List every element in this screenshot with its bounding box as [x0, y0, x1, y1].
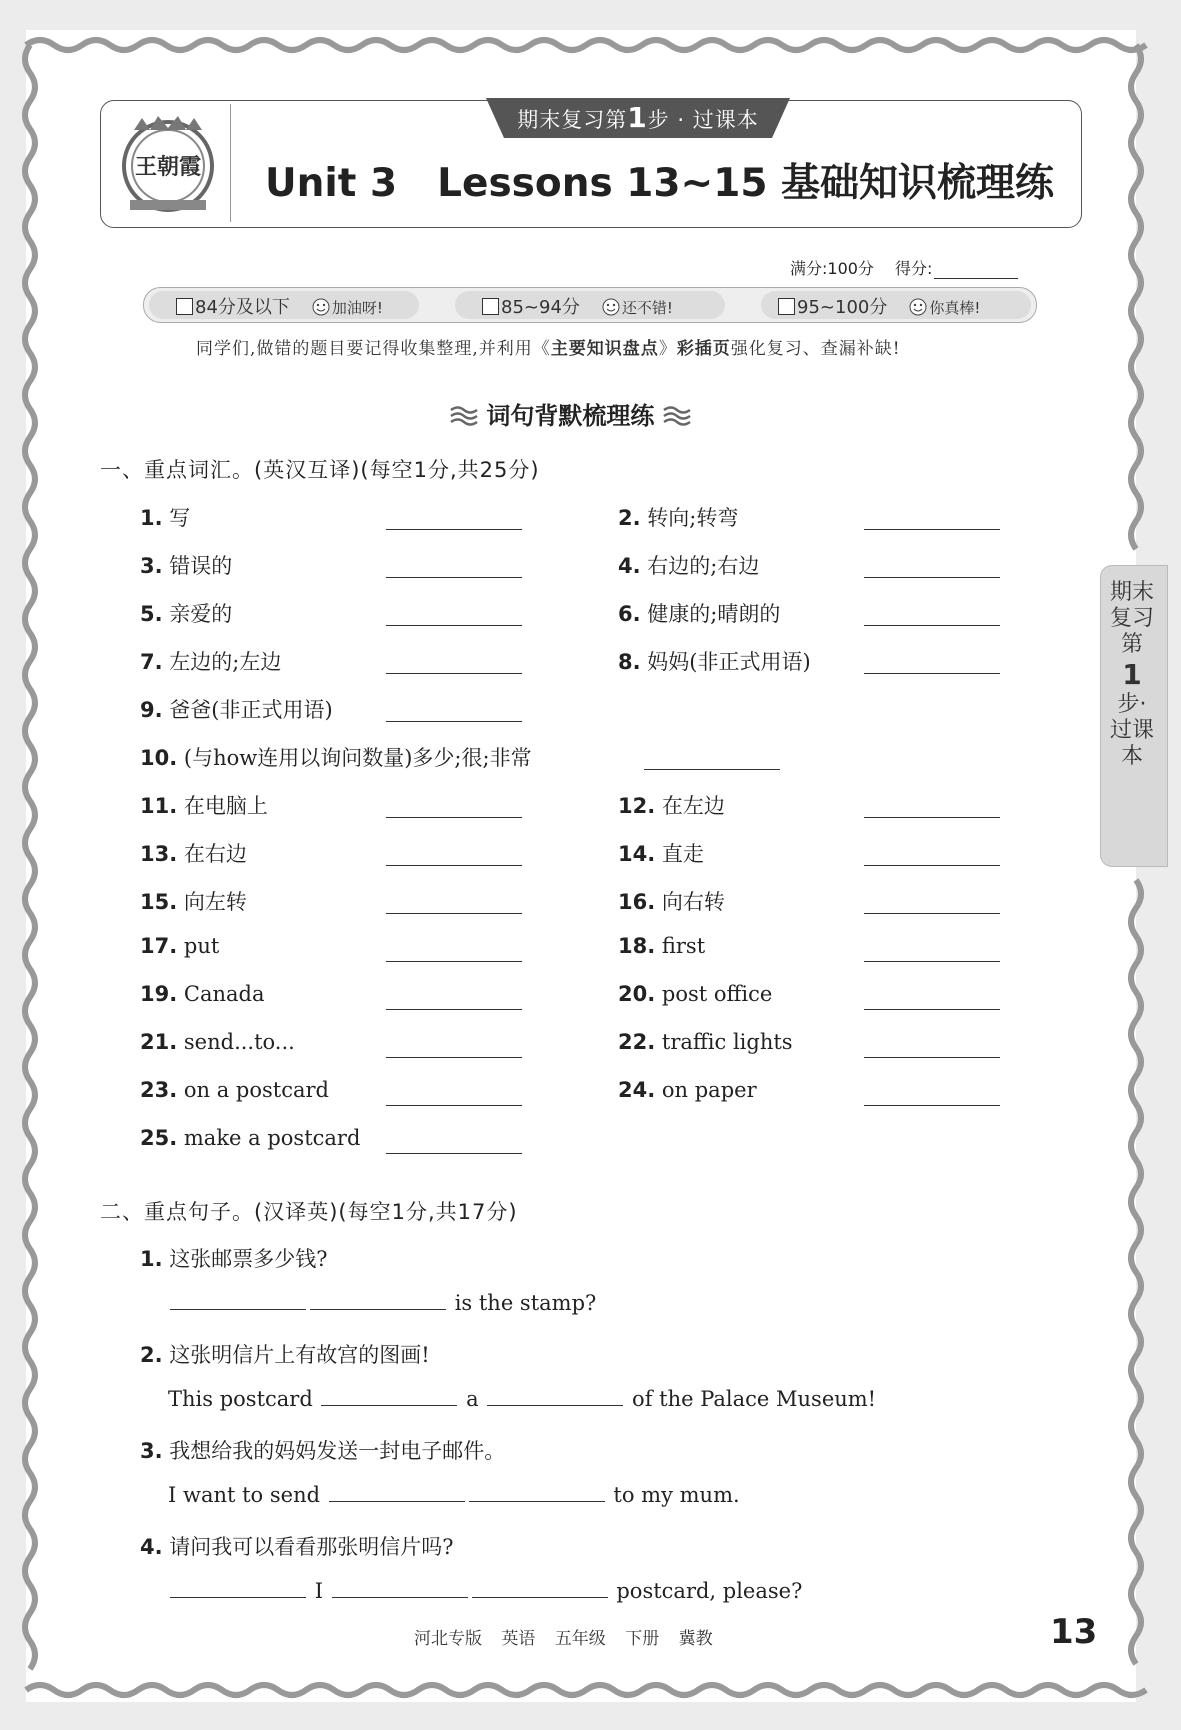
- score-line: [790, 256, 1018, 279]
- answer-blank[interactable]: [487, 1387, 623, 1406]
- answer-blank[interactable]: [864, 817, 1000, 818]
- level-3: [778, 293, 980, 319]
- vocab-num: 14.: [618, 842, 656, 866]
- answer-blank[interactable]: [170, 1579, 306, 1598]
- vocab-num: 24.: [618, 1078, 656, 1102]
- answer-blank[interactable]: [864, 673, 1000, 674]
- vocab-num: 13.: [140, 842, 178, 866]
- sentence-question: [140, 1531, 454, 1561]
- vocab-item: [140, 838, 247, 868]
- vocab-text: 向右转: [661, 890, 725, 914]
- vocab-num: 10.: [140, 746, 178, 770]
- full-marks-label: 满分:100分: [790, 259, 874, 278]
- vocab-num: 9.: [140, 698, 163, 722]
- vocab-num: 3.: [140, 554, 163, 578]
- vocab-num: 15.: [140, 890, 178, 914]
- sentence-en: a: [466, 1387, 479, 1411]
- vocab-text: (与how连用以询问数量)多少;很;非常: [183, 746, 532, 770]
- sentence-en: This postcard: [168, 1387, 313, 1411]
- step-badge-post: 步 · 过课本: [647, 108, 759, 132]
- answer-blank[interactable]: [864, 577, 1000, 578]
- vocab-item: [618, 1030, 793, 1054]
- side-tab-pre: 期末复习第: [1110, 580, 1155, 657]
- sentence-en: of the Palace Museum!: [632, 1387, 877, 1411]
- vocab-item: [618, 982, 772, 1006]
- level-2: [482, 293, 673, 319]
- sentence-answer: [168, 1483, 740, 1507]
- reminder-bold2: 彩插页: [676, 339, 731, 359]
- sentence-answer: [168, 1291, 596, 1315]
- answer-blank[interactable]: [386, 625, 522, 626]
- vocab-text: first: [661, 934, 706, 958]
- step-badge-number: 1: [627, 101, 648, 134]
- vocab-text: 在左边: [661, 794, 725, 818]
- vocab-num: 8.: [618, 650, 641, 674]
- vocab-item: [618, 790, 725, 820]
- page-title: [265, 152, 1054, 208]
- vocab-text: on paper: [661, 1078, 757, 1102]
- sentence-num: 1.: [140, 1247, 163, 1271]
- vocab-item: [140, 1030, 295, 1054]
- vocab-num: 5.: [140, 602, 163, 626]
- vocab-num: 16.: [618, 890, 656, 914]
- vocab-num: 22.: [618, 1030, 656, 1054]
- brand-logo-seal: [116, 108, 220, 220]
- sentence-question: [140, 1243, 328, 1273]
- vocab-item: [618, 646, 811, 676]
- level-2-checkbox[interactable]: [482, 298, 499, 315]
- vocab-text: 转向;转弯: [647, 506, 739, 530]
- side-tab-post: 步·过课本: [1110, 692, 1155, 769]
- vocab-text: 右边的;右边: [647, 554, 760, 578]
- answer-blank[interactable]: [332, 1579, 468, 1598]
- vocab-item: [140, 790, 268, 820]
- sentence-en: I: [314, 1579, 323, 1603]
- vocab-num: 12.: [618, 794, 656, 818]
- step-badge-pre: 期末复习第: [517, 108, 628, 132]
- section-title-text: 词句背默梳理练: [486, 402, 655, 430]
- answer-blank[interactable]: [386, 913, 522, 914]
- level-3-checkbox[interactable]: [778, 298, 795, 315]
- answer-blank[interactable]: [310, 1291, 446, 1310]
- step-badge: [486, 98, 790, 138]
- vocab-text: traffic lights: [661, 1030, 793, 1054]
- vocab-num: 2.: [618, 506, 641, 530]
- vocab-item: [618, 598, 780, 628]
- reminder-pre: 同学们,做错的题目要记得收集整理,并利用《: [196, 339, 551, 359]
- footer-text: 河北专版 英语 五年级 下册 冀教: [414, 1629, 713, 1649]
- vocab-text: 直走: [661, 842, 704, 866]
- vocab-text: 爸爸(非正式用语): [169, 698, 333, 722]
- vocab-num: 4.: [618, 554, 641, 578]
- vocab-num: 25.: [140, 1126, 178, 1150]
- answer-blank[interactable]: [864, 529, 1000, 530]
- vocab-item: [618, 550, 759, 580]
- sentence-num: 2.: [140, 1343, 163, 1367]
- sentence-en: I want to send: [168, 1483, 321, 1507]
- vocab-text: 在右边: [183, 842, 247, 866]
- answer-blank[interactable]: [864, 1009, 1000, 1010]
- smile-face-icon: [602, 298, 620, 316]
- vocab-text: 在电脑上: [183, 794, 268, 818]
- vocab-num: 19.: [140, 982, 178, 1006]
- part2-heading: 二、重点句子。(汉译英)(每空1分,共17分): [100, 1200, 518, 1224]
- sentence-cn: 请问我可以看看那张明信片吗?: [169, 1535, 454, 1559]
- unit-label: Unit 3: [265, 161, 398, 206]
- reminder-text: [196, 334, 901, 359]
- smile-face-icon: [909, 298, 927, 316]
- answer-blank[interactable]: [386, 817, 522, 818]
- sentence-en: to my mum.: [613, 1483, 740, 1507]
- answer-blank[interactable]: [386, 1009, 522, 1010]
- vocab-text: 错误的: [169, 554, 233, 578]
- wave-decoration-icon: [663, 405, 691, 427]
- vocab-num: 6.: [618, 602, 641, 626]
- vocab-text: Canada: [183, 982, 265, 1006]
- vocab-item: [140, 694, 333, 724]
- level-1-range: 84分及以下: [195, 297, 290, 318]
- sentence-question: [140, 1339, 430, 1369]
- vocab-num: 11.: [140, 794, 178, 818]
- vocab-num: 23.: [140, 1078, 178, 1102]
- vocab-text: post office: [661, 982, 773, 1006]
- answer-blank[interactable]: [864, 865, 1000, 866]
- level-1-checkbox[interactable]: [176, 298, 193, 315]
- answer-blank[interactable]: [386, 721, 522, 722]
- level-3-comment: 你真棒!: [929, 299, 981, 317]
- side-tab-text: [1110, 580, 1154, 770]
- sentence-en: postcard, please?: [616, 1579, 803, 1603]
- vocab-item: [140, 1078, 329, 1102]
- vocab-item: [140, 934, 219, 958]
- level-2-range: 85~94分: [501, 297, 580, 318]
- page-number: 13: [1050, 1612, 1098, 1652]
- level-2-comment: 还不错!: [621, 299, 673, 317]
- answer-blank[interactable]: [170, 1291, 306, 1310]
- vocab-item: [140, 742, 532, 772]
- vocab-item: [140, 646, 281, 676]
- vocab-text: 左边的;左边: [169, 650, 282, 674]
- answer-blank[interactable]: [469, 1483, 605, 1502]
- vocab-text: send...to...: [183, 1030, 295, 1054]
- vocab-text: 妈妈(非正式用语): [647, 650, 811, 674]
- vocab-text: on a postcard: [183, 1078, 329, 1102]
- smile-face-icon: [312, 298, 330, 316]
- vocab-item: [140, 886, 247, 916]
- vocab-item: [140, 550, 232, 580]
- vocab-text: 写: [169, 506, 191, 530]
- vocab-item: [618, 1078, 757, 1102]
- vocab-item: [618, 934, 705, 958]
- section-title: [450, 396, 691, 431]
- vocab-num: 18.: [618, 934, 656, 958]
- sentence-cn: 我想给我的妈妈发送一封电子邮件。: [169, 1439, 506, 1463]
- score-input-blank[interactable]: [934, 262, 1018, 279]
- svg-text:王朝霞: 王朝霞: [134, 154, 202, 180]
- answer-blank[interactable]: [472, 1579, 608, 1598]
- vocab-item: [140, 1126, 360, 1150]
- answer-blank[interactable]: [386, 1057, 522, 1058]
- sentence-cn: 这张邮票多少钱?: [169, 1247, 328, 1271]
- side-tab-number: 1: [1122, 658, 1142, 691]
- sentence-en: is the stamp?: [454, 1291, 597, 1315]
- sentence-num: 4.: [140, 1535, 163, 1559]
- sentence-answer: [168, 1387, 876, 1411]
- sentence-cn: 这张明信片上有故宫的图画!: [169, 1343, 430, 1367]
- vocab-text: 向左转: [183, 890, 247, 914]
- answer-blank[interactable]: [864, 1105, 1000, 1106]
- part1-heading: 一、重点词汇。(英汉互译)(每空1分,共25分): [100, 458, 540, 482]
- answer-blank[interactable]: [386, 529, 522, 530]
- lessons-label: Lessons 13~15 基础知识梳理练: [437, 161, 1055, 206]
- vocab-num: 20.: [618, 982, 656, 1006]
- vocab-item: [618, 838, 704, 868]
- vocab-num: 1.: [140, 506, 163, 530]
- score-label: 得分:: [895, 259, 933, 278]
- vocab-num: 21.: [140, 1030, 178, 1054]
- wave-decoration-icon: [450, 405, 478, 427]
- level-3-range: 95~100分: [797, 297, 888, 318]
- answer-blank[interactable]: [864, 1057, 1000, 1058]
- level-1-comment: 加油呀!: [331, 299, 383, 317]
- answer-blank[interactable]: [386, 1105, 522, 1106]
- vocab-item: [140, 502, 190, 532]
- reminder-post: 强化复习、查漏补缺!: [730, 339, 901, 359]
- vocab-text: 亲爱的: [169, 602, 233, 626]
- sentence-answer: [168, 1579, 802, 1603]
- sentence-question: [140, 1435, 505, 1465]
- answer-blank[interactable]: [644, 769, 780, 770]
- vocab-text: 健康的;晴朗的: [647, 602, 781, 626]
- level-1: [176, 293, 383, 319]
- vocab-num: 7.: [140, 650, 163, 674]
- answer-blank[interactable]: [321, 1387, 457, 1406]
- answer-blank[interactable]: [386, 577, 522, 578]
- reminder-bold: 主要知识盘点: [550, 339, 659, 359]
- answer-blank[interactable]: [329, 1483, 465, 1502]
- vocab-text: make a postcard: [183, 1126, 361, 1150]
- vocab-text: put: [183, 934, 220, 958]
- answer-blank[interactable]: [386, 961, 522, 962]
- vocab-item: [618, 502, 738, 532]
- vocab-num: 17.: [140, 934, 178, 958]
- answer-blank[interactable]: [386, 1153, 522, 1154]
- answer-blank[interactable]: [386, 865, 522, 866]
- answer-blank[interactable]: [864, 625, 1000, 626]
- vocab-item: [140, 982, 265, 1006]
- header-divider: [230, 104, 231, 222]
- vocab-item: [618, 886, 725, 916]
- vocab-item: [140, 598, 232, 628]
- reminder-mid: 》: [658, 339, 677, 359]
- sentence-num: 3.: [140, 1439, 163, 1463]
- answer-blank[interactable]: [864, 913, 1000, 914]
- answer-blank[interactable]: [864, 961, 1000, 962]
- answer-blank[interactable]: [386, 673, 522, 674]
